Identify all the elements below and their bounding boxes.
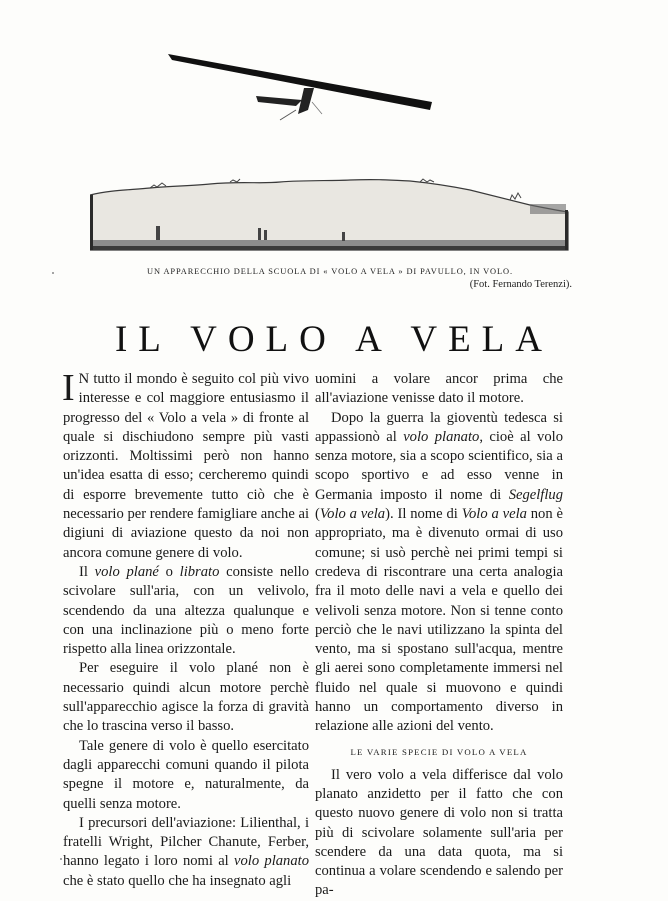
figure-caption: UN APPARECCHIO DELLA SCUOLA DI « VOLO A VELA » DI PAVULLO, IN VOLO. <box>147 267 513 276</box>
paragraph: Dopo la guerra la gioventù tedesca si appassionò al volo planato, cioè al volo senza motore, sia a scopo scientifico, sia a scopo sportivo e ad esso venne in Germania imposto il nome di Segelflug (Volo a vela). Il nome di Volo a vela non è appropriato, ma è divenuto ormai di uso comune; si usò perchè nei primi tempi si credeva di riscontrare una certa analogia fra il moto delle navi a vela e quello dei velivoli senza motore. Non si tenne conto perciò che le navi utilizzano la spinta del vento, ma si spostano sull'acqua, mentre gli aerei sono completamente immersi nel fluido nel quale si muovono e quindi hanno un comportamento diverso in relazione alle azioni del vento. <box>315 409 563 735</box>
glider-tail <box>256 96 302 106</box>
paragraph: Tale genere di volo è quello esercitato dagli apparecchi comuni quando il pilota spegne il motore e, naturalmente, da quelli senza motore. <box>63 737 309 812</box>
article-title: IL VOLO A VELA <box>114 319 553 360</box>
article-column-right <box>315 370 563 901</box>
paragraph-intro: I N tutto il mondo è seguito col più vivo interesse e col maggiore entusiasmo il progresso del « Volo a vela » di fronte al quale si dischiudono sempre più vasti orizzonti. Moltissimi però non hanno un'idea esatta di esso; cercheremo quindi di esporre brevemente tutto ciò che è necessario per rendere famigliare anche ai digiuni di aviazione questo da noi non ancora comune genere di volo. <box>62 367 309 561</box>
section-subheading: LE VARIE SPECIE DI VOLO A VELA <box>350 746 528 757</box>
paragraph: Il volo plané o librato consiste nello scivolare sull'aria, con un velivolo, scendendo da una altezza qualunque e con una inclinazione più o meno forte rispetto alla linea orizzontale. <box>63 563 309 658</box>
photo-credit: (Fot. Fernando Terenzi). <box>469 279 572 290</box>
article-column-left <box>62 367 309 891</box>
page-speck <box>52 272 54 274</box>
paragraph: I precursori dell'aviazione: Lilienthal, i fratelli Wright, Pilcher Chanute, Ferber, hanno legato i loro nomi al volo planato che è stato quello che ha insegnato agli <box>63 814 309 889</box>
paragraph: uomini a volare ancor prima che all'aviazione venisse dato il motore. <box>315 371 563 407</box>
paragraph: Per eseguire il volo plané non è necessario quindi alcun motore perchè sull'apparecchio agisce la forza di gravità che lo trascina verso il basso. <box>63 660 309 735</box>
drop-cap: I <box>62 367 75 409</box>
page-speck <box>60 858 62 860</box>
hills-silhouette <box>90 180 568 250</box>
paragraph: Il vero volo a vela differisce dal volo planato anzidetto per il fatto che con questo nuovo genere di volo non si tratta più di scivolare solamente sull'aria per scendere da una data quota, ma si continua a volare scendendo e salendo per pa- <box>315 766 563 899</box>
glider-photo <box>90 40 570 262</box>
